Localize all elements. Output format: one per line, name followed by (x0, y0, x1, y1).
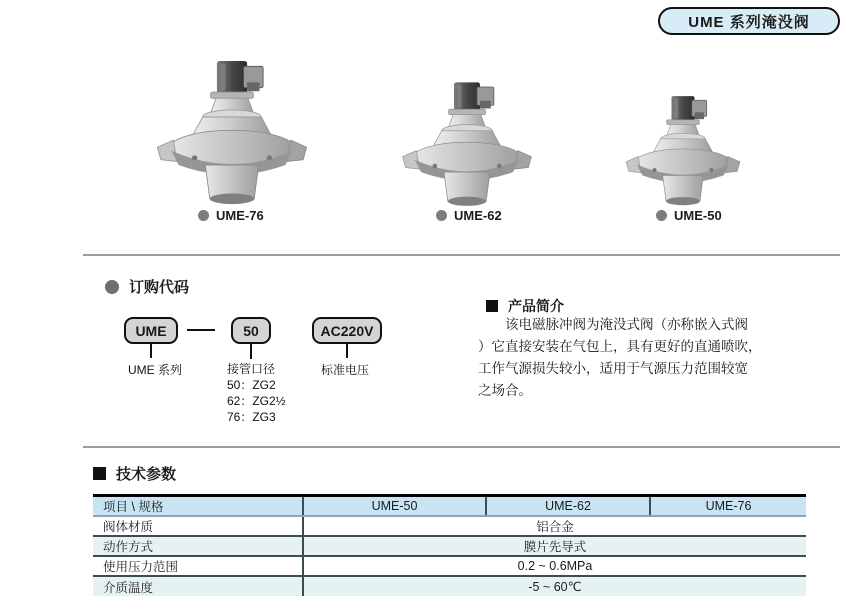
port-size-option: 50：ZG2 (227, 378, 276, 392)
square-bullet-icon (486, 300, 498, 312)
intro-line: 该电磁脉冲阀为淹没式阀（亦称嵌入式阀 (505, 317, 748, 332)
specs-heading-text: 技术参数 (116, 466, 177, 483)
port-size-option: 76：ZG3 (227, 410, 276, 424)
product-label-ume-62 (436, 208, 502, 223)
spec-row-label: 介质温度 (93, 576, 303, 596)
port-size-note (227, 361, 286, 425)
spec-row-action (93, 536, 806, 556)
intro-line: ）它直接安装在气包上，具有更好的直通喷吹， (478, 339, 762, 354)
order-code-heading-text: 订购代码 (129, 279, 190, 296)
connector-line (250, 344, 252, 359)
spec-row-value: 0.2 ~ 0.6MPa (517, 559, 593, 573)
product-label-text: UME-76 (216, 208, 264, 223)
order-code-heading (105, 276, 189, 297)
bullet-icon (436, 210, 447, 221)
port-size-title: 接管口径 (227, 362, 276, 376)
connector-line (150, 344, 152, 358)
voltage-note: 标准电压 (321, 363, 370, 377)
spec-row-value: 膜片先导式 (523, 540, 587, 554)
code-box-series: UME (124, 317, 178, 344)
product-label-text: UME-62 (454, 208, 502, 223)
spec-row-temperature (93, 576, 806, 596)
valve-photo-ume-62 (398, 80, 536, 209)
intro-heading (486, 296, 564, 316)
code-box-port-size: 50 (231, 317, 271, 344)
spec-col-header: UME-50 (303, 496, 486, 517)
spec-row-label: 使用压力范围 (93, 556, 303, 576)
bullet-icon (198, 210, 209, 221)
spec-col-header: 项目 \ 规格 (93, 496, 303, 517)
specs-heading (93, 463, 176, 484)
spec-row-value: -5 ~ 60℃ (528, 580, 582, 594)
valve-photo-ume-50 (622, 94, 744, 208)
spec-row-value: 铝合金 (536, 520, 574, 534)
spec-row-pressure (93, 556, 806, 576)
spec-col-header: UME-62 (486, 496, 650, 517)
spec-table (93, 494, 806, 596)
intro-line: 之场合。 (478, 383, 532, 398)
product-label-ume-50 (656, 208, 722, 223)
code-box-voltage: AC220V (312, 317, 382, 344)
circle-bullet-icon (105, 280, 119, 294)
dash-connector (187, 329, 215, 331)
valve-photo-ume-76 (152, 58, 312, 208)
section-divider (83, 254, 840, 256)
spec-row-label: 阀体材质 (93, 516, 303, 536)
spec-col-header: UME-76 (650, 496, 806, 517)
port-size-option: 62：ZG2½ (227, 394, 286, 408)
intro-heading-text: 产品简介 (508, 298, 564, 314)
product-label-text: UME-50 (674, 208, 722, 223)
square-bullet-icon (93, 467, 106, 480)
product-label-ume-76 (198, 208, 264, 223)
connector-line (346, 344, 348, 358)
series-note: UME 系列 (128, 363, 183, 377)
intro-line: 工作气源损失较小，适用于气源压力范围较宽 (478, 361, 748, 376)
intro-paragraph (478, 314, 844, 402)
spec-header-row (93, 496, 806, 517)
bullet-icon (656, 210, 667, 221)
section-divider (83, 446, 840, 448)
spec-row-label: 动作方式 (93, 536, 303, 556)
title-badge: UME 系列淹没阀 (658, 7, 840, 35)
spec-row-material (93, 516, 806, 536)
